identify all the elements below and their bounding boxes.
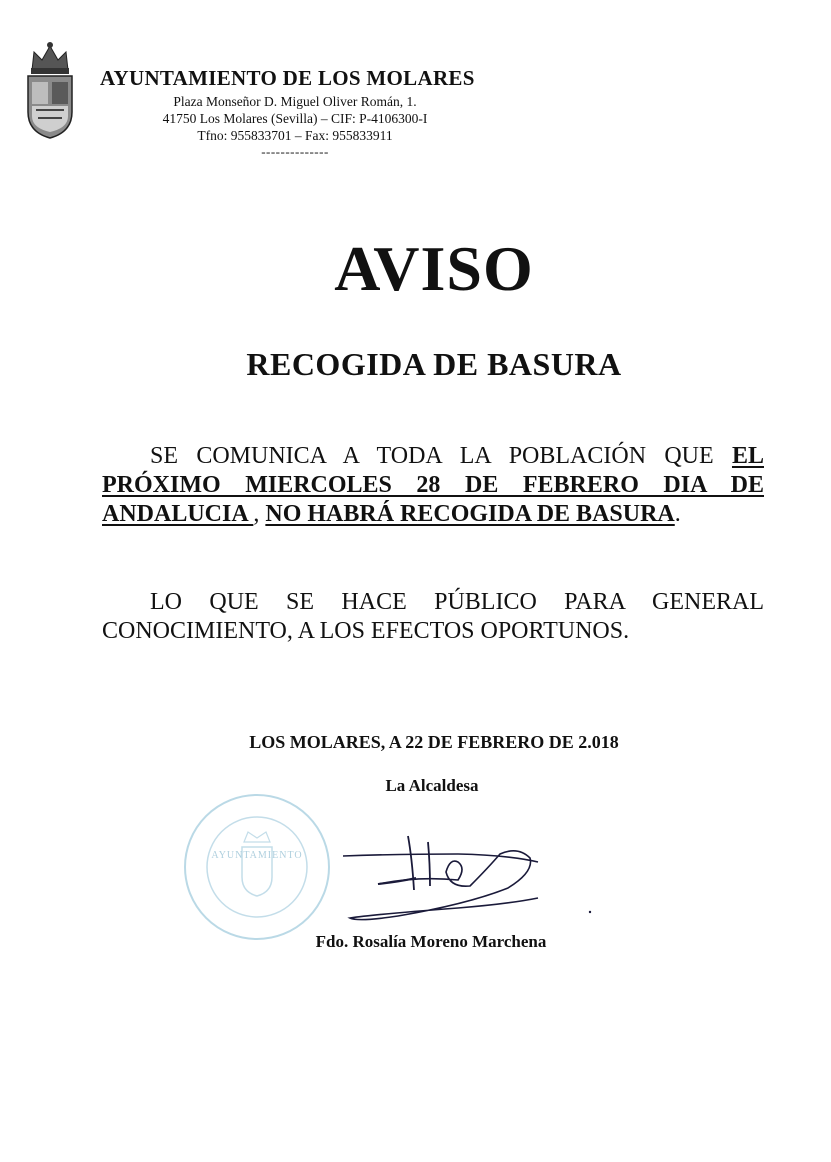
signer-role: La Alcaldesa [385,776,479,795]
address-line: Plaza Monseñor D. Miguel Oliver Román, 1. [173,94,417,109]
address-line: 41750 Los Molares (Sevilla) – CIF: P-4106300-I [162,111,428,126]
notice-subtitle: RECOGIDA DE BASURA [246,346,622,382]
separator-text: , [253,501,266,527]
official-seal [182,792,332,942]
header-divider: -------------- [261,144,329,159]
place-and-date: LOS MOLARES, A 22 DE FEBRERO DE 2.018 [249,732,619,752]
coat-of-arms-icon [22,40,78,140]
public-notice-text: LO QUE SE HACE PÚBLICO PARA GENERAL CONOCIMIENTO, A LOS EFECTOS OPORTUNOS. [102,589,764,644]
no-collection-text: NO HABRÁ RECOGIDA DE BASURA [265,501,675,527]
notice-lead-text: SE COMUNICA A TODA LA POBLACIÓN QUE [150,443,732,469]
signer-name: Fdo. Rosalía Moreno Marchena [315,932,547,951]
holiday-date-text: EL PRÓXIMO MIERCOLES 28 DE FEBRERO DIA DE ANDALUCIA [102,443,764,527]
period-text: . [674,501,681,527]
notice-paragraph [102,442,764,529]
handwritten-signature [338,828,598,928]
organization-name: AYUNTAMIENTO DE LOS MOLARES [100,66,475,90]
notice-title: AVISO [334,233,534,304]
public-notice-paragraph [102,588,764,646]
seal-text: AYUNTAMIENTO [211,850,303,861]
seal-icon [182,792,332,942]
contact-line: Tfno: 955833701 – Fax: 955833911 [197,128,393,143]
